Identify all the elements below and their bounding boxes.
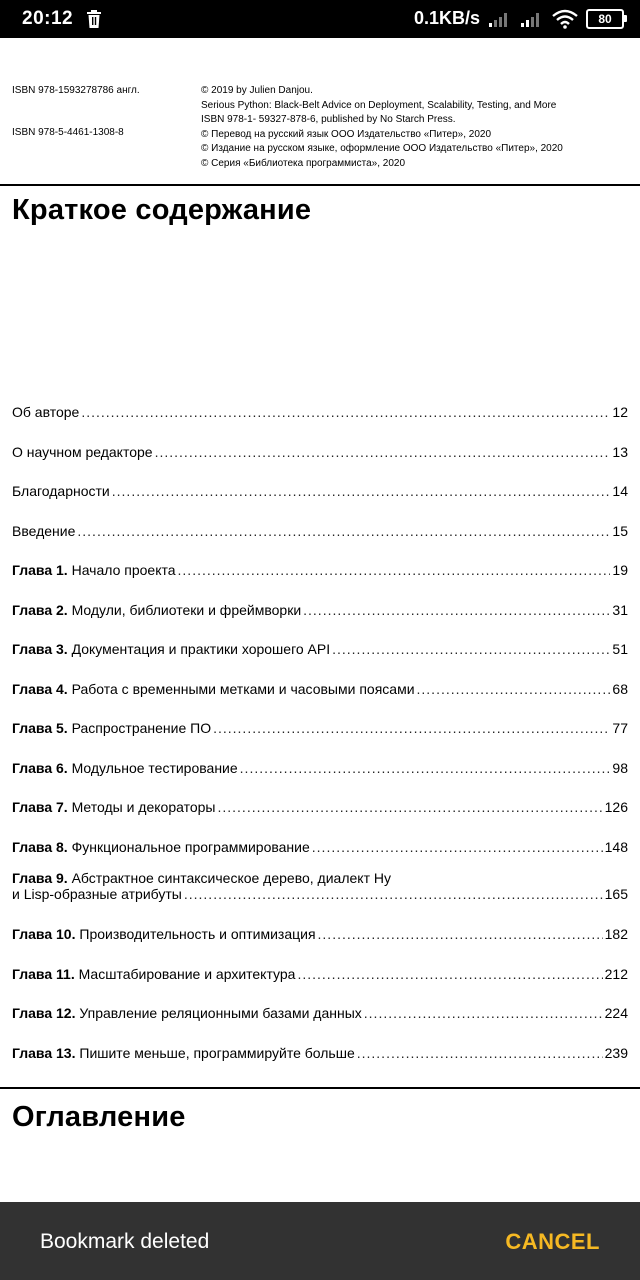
battery-icon (586, 9, 624, 29)
contents-heading: Оглавление (12, 1101, 186, 1133)
toc-leader-dots (178, 562, 611, 578)
toc-row[interactable] (12, 558, 628, 598)
toc-title (12, 1005, 362, 1021)
toc-title-text: Работа с временными метками и часовыми поясами (71, 680, 415, 697)
toc-page-number: 68 (612, 680, 628, 697)
toc-row[interactable] (12, 756, 628, 796)
isbn-english: ISBN 978-1593278786 англ. (12, 85, 140, 96)
toc-chapter-label: Глава 7. (12, 799, 68, 815)
toc-two-line-entry (12, 870, 628, 902)
toc-row[interactable] (12, 519, 628, 559)
toc-chapter-label: Глава 6. (12, 759, 68, 776)
toc-title (12, 720, 211, 736)
toc-page-number: 19 (612, 562, 628, 578)
battery-level: 80 (598, 11, 612, 26)
toc-leader-dots (217, 799, 602, 815)
toc-leader-dots (312, 839, 603, 855)
toc-page-number: 182 (604, 926, 628, 942)
snackbar (0, 1202, 640, 1280)
toc-title-text: Масштабирование и архитектура (78, 965, 296, 982)
toc-leader-dots (297, 966, 602, 982)
toc-chapter-label: Глава 2. (12, 601, 68, 618)
toc-row[interactable] (12, 716, 628, 756)
toc-page-number: 239 (604, 1044, 628, 1061)
toc-row[interactable] (12, 637, 628, 677)
toc-title-text: Начало проекта (71, 562, 176, 578)
toc-leader-dots (332, 641, 610, 657)
toc-title-text: Производительность и оптимизация (79, 926, 316, 942)
toc-title (12, 641, 330, 657)
toc-page-number: 98 (612, 759, 628, 776)
trash-icon (86, 10, 102, 28)
toc-title-text: Модульное тестирование (71, 759, 238, 776)
toc-title (12, 444, 153, 460)
toc-leader-dots (303, 602, 610, 618)
toc-title-text: Благодарности (12, 483, 110, 499)
isbn-russian: ISBN 978-5-4461-1308-8 (12, 127, 124, 138)
toc-leader-dots (77, 523, 610, 539)
toc-chapter-label: Глава 11. (12, 965, 75, 982)
toc-leader-dots (213, 720, 610, 736)
toc-leader-dots (155, 444, 611, 460)
toc-row[interactable] (12, 835, 628, 875)
toc-title (12, 926, 316, 942)
toc-chapter-label: Глава 5. (12, 720, 68, 736)
toc-title (12, 483, 110, 499)
toc-title (12, 799, 215, 815)
toc-title-continuation: и Lisp-образные атрибуты (12, 886, 182, 902)
toc-title (12, 404, 79, 420)
copyright-line: © Серия «Библиотека программиста», 2020 (201, 157, 406, 169)
toc-row[interactable] (12, 1041, 628, 1081)
toc-title (12, 681, 415, 697)
toc-row[interactable] (12, 922, 628, 962)
wifi-icon (552, 9, 578, 29)
copyright-line: © Издание на русском языке, оформление ООО Издательство «Питер», 2020 (201, 143, 563, 155)
toc-line-1 (12, 870, 628, 886)
toc-page-number: 15 (612, 522, 628, 539)
toc-row[interactable] (12, 598, 628, 638)
toc-title (12, 760, 238, 776)
toc-title-text: Пишите меньше, программируйте больше (79, 1044, 355, 1061)
toc-title (12, 870, 391, 886)
toc-chapter-label: Глава 9. (12, 870, 68, 886)
copyright-line: © 2019 by Julien Danjou. (201, 85, 313, 96)
toc-row[interactable] (12, 400, 628, 440)
toc-page-number: 77 (612, 720, 628, 736)
toc-chapter-label: Глава 4. (12, 680, 68, 697)
toc-line-2 (12, 886, 628, 902)
page-divider (0, 1087, 640, 1089)
summary-heading: Краткое содержание (12, 194, 312, 226)
toc-page-number: 31 (612, 601, 628, 618)
copyright-credits (201, 84, 626, 172)
toc-page-number: 165 (604, 886, 628, 902)
toc-chapter-label: Глава 8. (12, 838, 68, 855)
toc-title (12, 1045, 355, 1061)
toc-page-number: 212 (604, 965, 628, 982)
toc-row[interactable] (12, 962, 628, 1002)
toc-chapter-label: Глава 1. (12, 562, 68, 578)
copyright-line: Serious Python: Black-Belt Advice on Deployment, Scalability, Testing, and More (201, 99, 557, 111)
toc-chapter-label: Глава 13. (12, 1044, 76, 1061)
toc-page-number: 13 (612, 443, 628, 460)
toc-title (12, 966, 295, 982)
copyright-line: ISBN 978-1- 59327-878-6, published by No Starch Press. (201, 114, 456, 126)
toc-page-number: 126 (604, 799, 628, 815)
toc-page-number: 148 (604, 838, 628, 855)
toc-chapter-label: Глава 12. (12, 1005, 76, 1021)
signal-icon (520, 10, 544, 28)
toc-row[interactable] (12, 440, 628, 480)
toc-row[interactable] (12, 479, 628, 519)
toc-leader-dots (112, 483, 611, 499)
toc-title-text: Методы и декораторы (71, 799, 216, 815)
toc-chapter-label: Глава 3. (12, 641, 68, 657)
copyright-block (12, 84, 628, 184)
toc-row[interactable] (12, 677, 628, 717)
toc-title-text: Управление реляционными базами данных (79, 1005, 362, 1021)
toc-row[interactable] (12, 870, 628, 922)
toc-title-text: Введение (12, 522, 76, 539)
status-time: 20:12 (22, 8, 74, 29)
toc-title-text: Функциональное программирование (71, 838, 310, 855)
toc-title-text: Модули, библиотеки и фреймворки (71, 601, 302, 618)
toc-title-text: О научном редакторе (12, 443, 153, 460)
status-right (414, 8, 624, 29)
page-divider (0, 184, 640, 186)
toc-leader-dots (318, 926, 603, 942)
toc-title-text: Абстрактное синтаксическое дерево, диалект Hy (71, 870, 391, 886)
snackbar-message: Bookmark deleted (40, 1230, 210, 1253)
toc-leader-dots (240, 760, 611, 776)
toc-page-number: 12 (612, 404, 628, 420)
toc-leader-dots (364, 1005, 603, 1021)
toc-title (12, 523, 75, 539)
toc-leader-dots (184, 886, 603, 902)
toc-title (12, 839, 310, 855)
status-bar (0, 0, 640, 38)
signal-icon (488, 10, 512, 28)
table-of-contents (12, 400, 628, 1080)
toc-row[interactable] (12, 795, 628, 835)
network-speed: 0.1KB/s (413, 8, 480, 28)
toc-chapter-label: Глава 10. (12, 926, 76, 942)
toc-title-text: Документация и практики хорошего API (71, 641, 331, 657)
cancel-button[interactable]: CANCEL (505, 1229, 600, 1254)
toc-leader-dots (417, 681, 611, 697)
toc-row[interactable] (12, 1001, 628, 1041)
toc-page-number: 14 (612, 483, 628, 499)
toc-leader-dots (357, 1045, 603, 1061)
toc-title-text: Распространение ПО (71, 720, 212, 736)
toc-page-number: 51 (612, 641, 628, 657)
copyright-line: © Перевод на русский язык ООО Издательство «Питер», 2020 (201, 128, 492, 140)
toc-title (12, 562, 176, 578)
toc-leader-dots (81, 404, 610, 420)
toc-title (12, 602, 301, 618)
toc-page-number: 224 (604, 1005, 628, 1021)
toc-title-text: Об авторе (12, 404, 80, 420)
